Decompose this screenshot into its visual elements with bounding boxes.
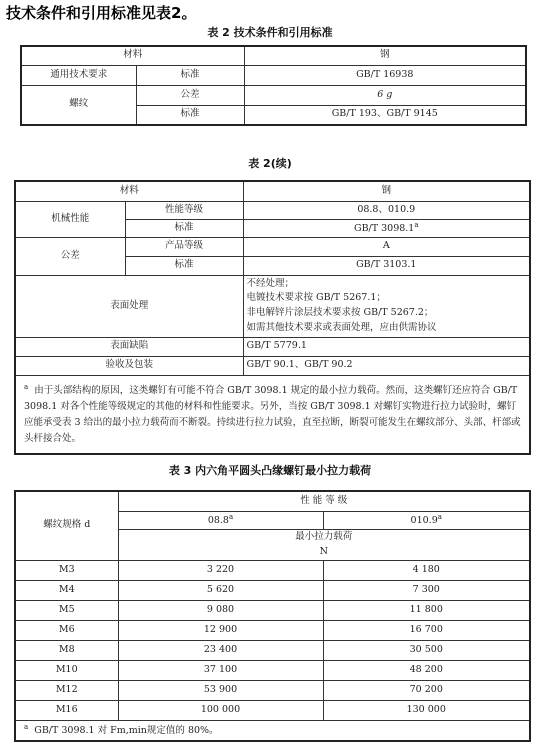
- row-item: 标准: [136, 105, 244, 125]
- table-row: [15, 620, 530, 640]
- load-cell: 3 220: [118, 560, 323, 580]
- table-row: [15, 337, 530, 356]
- row-value: [243, 219, 530, 237]
- table-row: [15, 680, 530, 700]
- table2cont-caption: 表 2(续): [248, 157, 292, 170]
- table-header-row: [15, 181, 530, 201]
- grade-label: [118, 511, 323, 529]
- footnote-mark: a: [24, 723, 29, 732]
- table-row: [15, 356, 530, 375]
- row-group: 通用技术要求: [21, 65, 136, 85]
- size-cell: M3: [15, 560, 118, 580]
- load-cell: 4 180: [323, 560, 530, 580]
- mech-group-label: 机械性能: [15, 201, 125, 237]
- size-cell: M6: [15, 620, 118, 640]
- header-material: 材料: [21, 46, 244, 65]
- footnote-text: 由于头部结构的原因，这类螺钉有可能不符合 GB/T 3098.1 规定的最小拉力载荷。然而，这类螺钉还应符合 GB/T 3098.1 对各个性能等级规定的其他的材料和性能要求。另外，当按 GB/T 3098.1 对螺钉实物进行拉力试验时，螺钉应能承受表 3 给出的最小拉力载荷而不断裂。持续进行拉力试验，直至拉断，断裂可能发生在螺纹部分、头部、杆部或头杆接合处。: [24, 384, 521, 445]
- row-value: 6 g: [244, 85, 526, 105]
- header-material: 材料: [15, 181, 243, 201]
- table-header-row: [15, 491, 530, 511]
- table-header-row: [21, 46, 526, 65]
- accept-value: GB/T 90.1、GB/T 90.2: [243, 356, 530, 375]
- load-cell: 16 700: [323, 620, 530, 640]
- footnote-text: GB/T 3098.1 对 Fm,min规定值的 80%。: [34, 725, 219, 737]
- table3: [14, 490, 531, 742]
- load-cell: 23 400: [118, 640, 323, 660]
- surface-line: 非电解锌片涂层技术要求按 GB/T 5267.2；: [246, 307, 434, 318]
- size-header: 螺纹规格 d: [15, 491, 118, 560]
- row-item: 公差: [136, 85, 244, 105]
- size-cell: M8: [15, 640, 118, 660]
- load-cell: 48 200: [323, 660, 530, 680]
- table2: [20, 45, 527, 126]
- load-cell: 100 000: [118, 700, 323, 720]
- table-row: [15, 700, 530, 720]
- footnote: [15, 375, 530, 454]
- footnote-row: [15, 720, 530, 741]
- table-row: [21, 85, 526, 105]
- footnote-row: [15, 375, 530, 454]
- row-value: A: [243, 237, 530, 256]
- load-cell: 11 800: [323, 600, 530, 620]
- table-row: [15, 660, 530, 680]
- row-item: 标准: [136, 65, 244, 85]
- footnote-mark: a: [437, 512, 442, 521]
- header-steel: 钢: [243, 181, 530, 201]
- load-cell: 5 620: [118, 580, 323, 600]
- surface-value: [243, 275, 530, 337]
- load-cell: 12 900: [118, 620, 323, 640]
- size-cell: M5: [15, 600, 118, 620]
- size-cell: M16: [15, 700, 118, 720]
- load-cell: 37 100: [118, 660, 323, 680]
- row-value: 08.8、010.9: [243, 201, 530, 219]
- accept-label: 验收及包装: [15, 356, 243, 375]
- table-row: [15, 237, 530, 256]
- surface-line: 电镀技术要求按 GB/T 5267.1；: [246, 292, 386, 304]
- load-cell: 30 500: [323, 640, 530, 660]
- load-header: 最小拉力载荷: [118, 529, 530, 545]
- row-group: 螺纹: [21, 85, 136, 125]
- row-value: GB/T 16938: [244, 65, 526, 85]
- footnote-mark: a: [414, 220, 419, 229]
- grade-text: 010.9: [410, 515, 438, 527]
- table-row: [15, 275, 530, 337]
- row-item: 产品等级: [125, 237, 243, 256]
- grade-label: [323, 511, 530, 529]
- load-cell: 130 000: [323, 700, 530, 720]
- defect-value: GB/T 5779.1: [243, 337, 530, 356]
- table-row: [15, 560, 530, 580]
- surface-label: 表面处理: [15, 275, 243, 337]
- row-value: GB/T 3103.1: [243, 256, 530, 275]
- load-cell: 53 900: [118, 680, 323, 700]
- load-cell: 70 200: [323, 680, 530, 700]
- footnote-mark: a: [228, 512, 234, 521]
- surface-line: 如需其他技术要求或表面处理，应由供需协议: [246, 321, 437, 333]
- footnote-mark: a: [24, 382, 29, 391]
- row-item: 标准: [125, 256, 243, 275]
- table-row: [15, 201, 530, 219]
- tol-group-label: 公差: [15, 237, 125, 275]
- table-row: [15, 600, 530, 620]
- size-cell: M10: [15, 660, 118, 680]
- size-cell: M12: [15, 680, 118, 700]
- table-row: [15, 580, 530, 600]
- value-text: GB/T 3098.1: [353, 223, 415, 235]
- defect-label: 表面缺陷: [15, 337, 243, 356]
- header-steel: 钢: [244, 46, 526, 65]
- load-cell: 9 080: [118, 600, 323, 620]
- grade-header: 性 能 等 级: [118, 491, 530, 511]
- grade-text: 08.8: [207, 515, 229, 527]
- row-value: GB/T 193、GB/T 9145: [244, 105, 526, 125]
- table2-continued: [14, 180, 531, 455]
- size-cell: M4: [15, 580, 118, 600]
- table2-caption: 表 2 技术条件和引用标准: [207, 26, 333, 39]
- footnote: [15, 720, 530, 741]
- table-row: [21, 65, 526, 85]
- table3-caption: 表 3 内六角平圆头凸缘螺钉最小拉力载荷: [168, 464, 372, 477]
- intro-heading: 技术条件和引用标准见表2。: [6, 4, 197, 22]
- load-cell: 7 300: [323, 580, 530, 600]
- unit-label: N: [118, 545, 530, 560]
- table-row: [15, 640, 530, 660]
- surface-line: 不经处理；: [246, 277, 295, 289]
- row-item: 标准: [125, 219, 243, 237]
- row-item: 性能等级: [125, 201, 243, 219]
